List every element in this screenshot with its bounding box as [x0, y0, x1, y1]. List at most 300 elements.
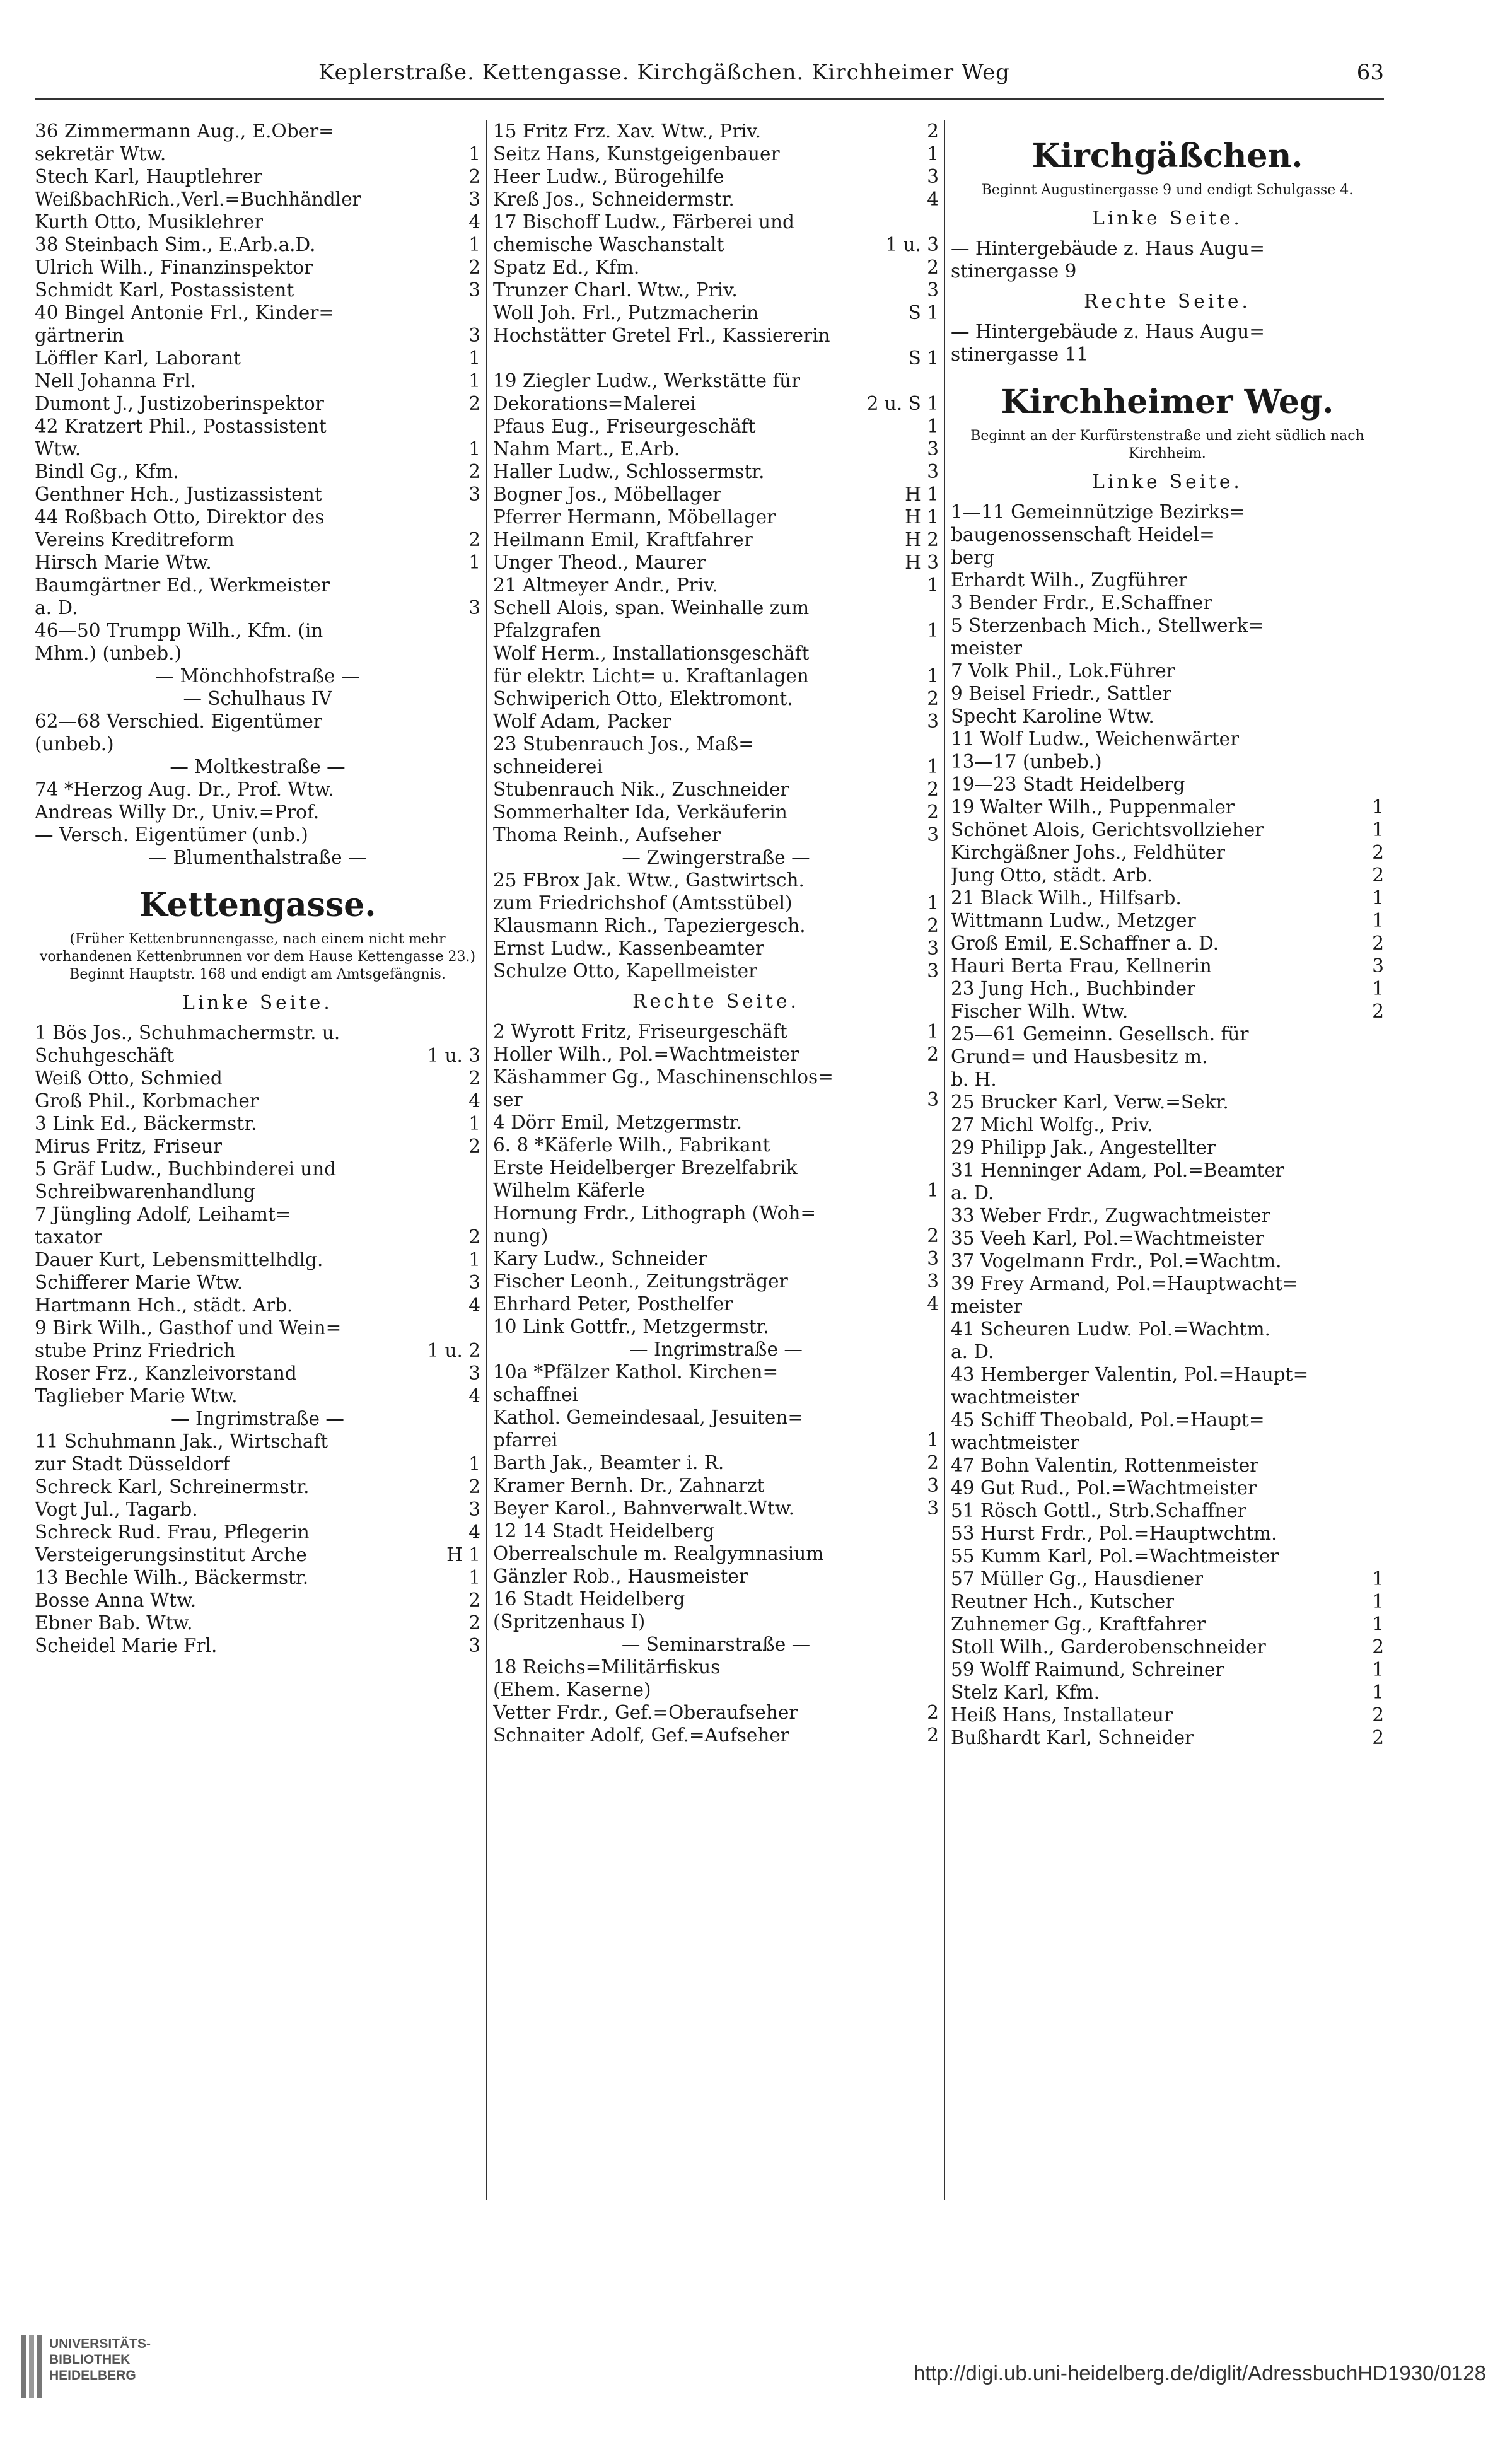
directory-entry-line [951, 705, 1384, 728]
entry-text: — Versch. Eigentümer (unb.) [35, 824, 308, 846]
floor-number: 2 [468, 529, 480, 550]
entry-text: Andreas Willy Dr., Univ.=Prof. [35, 801, 320, 823]
directory-entry-line [951, 501, 1384, 523]
directory-entry-line [35, 1203, 480, 1226]
directory-entry-line [951, 591, 1384, 614]
floor-number: 3 [468, 325, 480, 346]
floor-number: 1 [1372, 1613, 1384, 1635]
entry-text: Stoll Wilh., Garderobenschneider [951, 1636, 1266, 1658]
entry-text: Bindl Gg., Kfm. [35, 461, 179, 482]
directory-entry-line [951, 1726, 1384, 1749]
directory-entry-line [493, 1066, 939, 1088]
street-note: (Früher Kettenbrunnengasse, nach einem nicht mehr vorhandenen Kettenbrunnen vor dem Hause Kettengasse 23.) Beginnt Hauptstr. 168 und endigt am Amtsgefängnis. [39, 931, 476, 982]
directory-entry-line [493, 165, 939, 188]
entry-text: Mhm.) (unbeb.) [35, 642, 182, 664]
directory-entry-line [35, 1339, 480, 1362]
entry-text: baugenossenschaft Heidel= [951, 524, 1215, 545]
floor-number [477, 1316, 480, 1339]
entry-text: Weiß Otto, Schmied [35, 1067, 223, 1089]
entry-text: 13 Bechle Wilh., Bäckermstr. [35, 1567, 309, 1588]
entry-text: Wilhelm Käferle [493, 1180, 645, 1201]
floor-number: 3 [927, 1248, 939, 1269]
cross-street-separator: — Blumenthalstraße — [148, 847, 367, 868]
entry-text: 11 Wolf Ludw., Weichenwärter [951, 728, 1240, 750]
directory-entry-line [493, 369, 939, 392]
entry-text: (unbeb.) [35, 733, 114, 755]
directory-entry-line [35, 823, 480, 846]
floor-number: 2 [1372, 1636, 1384, 1658]
directory-entry-line [493, 574, 939, 596]
entry-text: stinergasse 9 [951, 260, 1077, 282]
entry-text: wachtmeister [951, 1386, 1079, 1408]
floor-number: 3 [468, 1635, 480, 1656]
entry-text: Erste Heidelberger Brezelfabrik [493, 1157, 798, 1178]
directory-entry-line [951, 1250, 1384, 1272]
floor-number: 2 u. S 1 [866, 393, 939, 414]
entry-text: nung) [493, 1225, 549, 1247]
floor-number: 3 [468, 597, 480, 619]
directory-entry-line [951, 1681, 1384, 1704]
entry-text: Specht Karoline Wtw. [951, 706, 1154, 727]
entry-text: 15 Fritz Frz. Xav. Wtw., Priv. [493, 120, 762, 142]
floor-number: 1 [1372, 796, 1384, 818]
entry-text: 6. 8 *Käferle Wilh., Fabrikant [493, 1134, 770, 1156]
directory-entry-line [493, 120, 939, 142]
floor-number: 4 [927, 189, 939, 210]
entry-text: Pfalzgrafen [493, 620, 601, 641]
floor-number: 2 [1372, 1727, 1384, 1748]
directory-entry-line [951, 1182, 1384, 1204]
floor-number [1380, 1477, 1384, 1499]
entry-text: Thoma Reinh., Aufseher [493, 824, 721, 846]
entry-text: — Hintergebäude z. Haus Augu= [951, 238, 1265, 259]
floor-number: 3 [927, 166, 939, 187]
directory-entry-line [951, 932, 1384, 955]
column-divider [486, 120, 487, 2200]
directory-entry-line [35, 392, 480, 415]
floor-number: 2 [1372, 1704, 1384, 1726]
entry-text: 33 Weber Frdr., Zugwachtmeister [951, 1205, 1270, 1226]
entry-text: Ernst Ludw., Kassenbeamter [493, 938, 765, 959]
entry-text: 35 Veeh Karl, Pol.=Wachtmeister [951, 1228, 1264, 1249]
entry-text: Schell Alois, span. Weinhalle zum [493, 597, 810, 619]
floor-number: 1 [1372, 1659, 1384, 1680]
directory-entry-line [493, 1293, 939, 1315]
entry-text: Ehrhard Peter, Posthelfer [493, 1293, 733, 1315]
floor-number: 1 [927, 1180, 939, 1201]
directory-entry-line [493, 1451, 939, 1474]
floor-number [477, 642, 480, 665]
directory-entry-line [951, 728, 1384, 750]
entry-text: 2 Wyrott Fritz, Friseurgeschäft [493, 1021, 787, 1042]
entry-text: 49 Gut Rud., Pol.=Wachtmeister [951, 1477, 1257, 1499]
entry-text: 16 Stadt Heidelberg [493, 1588, 685, 1610]
floor-number [477, 415, 480, 438]
entry-text: 39 Frey Armand, Pol.=Hauptwacht= [951, 1273, 1298, 1294]
floor-number [477, 619, 480, 642]
floor-number [477, 1430, 480, 1453]
directory-entry-line [35, 165, 480, 188]
directory-entry-line [35, 1589, 480, 1612]
directory-entry-line [35, 1475, 480, 1498]
entry-text: Schnaiter Adolf, Gef.=Aufseher [493, 1724, 789, 1746]
floor-number [935, 1542, 939, 1565]
entry-text: Bogner Jos., Möbellager [493, 484, 722, 505]
entry-text: sekretär Wtw. [35, 143, 166, 165]
directory-entry-line [35, 324, 480, 347]
entry-text: 41 Scheuren Ludw. Pol.=Wachtm. [951, 1318, 1271, 1340]
floor-number: 1 [927, 416, 939, 437]
entry-text: Wittmann Ludw., Metzger [951, 910, 1196, 931]
directory-entry-line [951, 1363, 1384, 1386]
entry-text: 10a *Pfälzer Kathol. Kirchen= [493, 1361, 779, 1383]
floor-number [1380, 1340, 1384, 1363]
floor-number: 2 [927, 779, 939, 800]
directory-entry-line [951, 955, 1384, 977]
entry-text: Hartmann Hch., städt. Arb. [35, 1294, 293, 1316]
directory-entry-line [35, 1430, 480, 1453]
directory-entry-line [493, 1111, 939, 1134]
directory-entry-line [493, 778, 939, 801]
floor-number: 3 [468, 484, 480, 505]
floor-number: 4 [468, 211, 480, 233]
entry-text: Genthner Hch., Justizassistent [35, 484, 322, 505]
directory-entry-line [493, 415, 939, 438]
entry-text: Oberrealschule m. Realgymnasium [493, 1543, 824, 1564]
floor-number: 1 [1372, 978, 1384, 999]
entry-text: 44 Roßbach Otto, Direktor des [35, 506, 325, 528]
floor-number [935, 733, 939, 755]
directory-entry-line [951, 1000, 1384, 1023]
cross-street-separator: — Ingrimstraße — [629, 1339, 803, 1360]
floor-number [1380, 1068, 1384, 1091]
entry-text: 59 Wolff Raimund, Schreiner [951, 1659, 1224, 1680]
directory-entry-line [493, 1179, 939, 1202]
floor-number: 2 [927, 915, 939, 936]
floor-number: 3 [927, 1270, 939, 1292]
floor-number: 3 [468, 189, 480, 210]
entry-text: Woll Joh. Frl., Putzmacherin [493, 302, 759, 323]
directory-entry-line [951, 1567, 1384, 1590]
column-2 [493, 120, 939, 2200]
floor-number: 3 [1372, 955, 1384, 977]
side-heading: Linke Seite. [1092, 471, 1243, 492]
directory-entry-line [493, 619, 939, 642]
entry-text: Wolf Herm., Installationsgeschäft [493, 642, 810, 664]
floor-number: 2 [927, 1225, 939, 1247]
entry-text: 47 Bohn Valentin, Rottenmeister [951, 1455, 1259, 1476]
library-name [49, 2336, 151, 2383]
floor-number [1380, 237, 1384, 260]
directory-entry-line [493, 528, 939, 551]
floor-number [1380, 523, 1384, 546]
entry-text: Schuhgeschäft [35, 1045, 175, 1066]
floor-number [935, 1565, 939, 1588]
floor-number: 3 [927, 461, 939, 482]
directory-entry-line [493, 1247, 939, 1270]
entry-text: Nahm Mart., E.Arb. [493, 438, 680, 460]
entry-text: Barth Jak., Beamter i. R. [493, 1452, 724, 1473]
entry-text: Baumgärtner Ed., Werkmeister [35, 574, 330, 596]
floor-number: 2 [468, 1226, 480, 1248]
column-1 [35, 120, 480, 2200]
floor-number: 3 [927, 960, 939, 982]
directory-entry-line [951, 1091, 1384, 1113]
cross-street-separator: — Zwingerstraße — [622, 847, 810, 868]
directory-entry-line [951, 977, 1384, 1000]
floor-number [1380, 1454, 1384, 1477]
directory-entry-line [951, 1545, 1384, 1567]
floor-number: 1 [468, 552, 480, 573]
column-divider [944, 120, 945, 2200]
floor-number: 1 [927, 620, 939, 641]
floor-number [1380, 1136, 1384, 1159]
floor-number: 2 [927, 1452, 939, 1473]
entry-text: Beyer Karol., Bahnverwalt.Wtw. [493, 1497, 795, 1519]
floor-number: 1 [468, 438, 480, 460]
directory-entry-line [35, 1044, 480, 1067]
directory-entry-line [493, 438, 939, 460]
directory-entry-line [951, 1386, 1384, 1409]
floor-number: 1 [1372, 887, 1384, 909]
entry-text: Heer Ludw., Bürogehilfe [493, 166, 724, 187]
entry-text: 45 Schiff Theobald, Pol.=Haupt= [951, 1409, 1265, 1431]
entry-text: (Spritzenhaus I) [493, 1611, 646, 1632]
entry-text: 38 Steinbach Sim., E.Arb.a.D. [35, 234, 316, 255]
directory-entry-line [951, 523, 1384, 546]
entry-text: 23 Jung Hch., Buchbinder [951, 978, 1196, 999]
directory-entry-line [493, 483, 939, 506]
cross-street-separator: — Mönchhofstraße — [155, 665, 360, 687]
floor-number [477, 1180, 480, 1203]
directory-entry-line [493, 279, 939, 301]
floor-number [1380, 1182, 1384, 1204]
floor-number [935, 1656, 939, 1678]
street-heading: Kettengasse. [139, 886, 376, 924]
floor-number: 3 [927, 279, 939, 301]
floor-number: 4 [468, 1521, 480, 1543]
source-url[interactable]: http://digi.ub.uni-heidelberg.de/diglit/AdressbuchHD1930/0128 [913, 2361, 1486, 2385]
floor-number: 2 [927, 1702, 939, 1723]
directory-entry-line [35, 233, 480, 256]
entry-text: berg [951, 547, 995, 568]
entry-text: 25 Brucker Karl, Verw.=Sekr. [951, 1091, 1229, 1113]
directory-entry-line [951, 682, 1384, 705]
entry-text: 23 Stubenrauch Jos., Maß= [493, 733, 754, 755]
entry-text: 17 Bischoff Ludw., Färberei und [493, 211, 794, 233]
entry-text: Roser Frz., Kanzleivorstand [35, 1363, 297, 1384]
entry-text: 36 Zimmermann Aug., E.Ober= [35, 120, 334, 142]
floor-number [1380, 728, 1384, 750]
directory-entry-line [951, 614, 1384, 637]
directory-entry-line [493, 1497, 939, 1520]
floor-number [477, 1203, 480, 1226]
directory-entry-line [951, 343, 1384, 366]
directory-entry-line [951, 1658, 1384, 1681]
floor-number [935, 596, 939, 619]
entry-text: Groß Emil, E.Schaffner a. D. [951, 933, 1219, 954]
floor-number: H 1 [905, 484, 939, 505]
entry-text: pfarrei [493, 1429, 558, 1451]
floor-number: 2 [468, 1589, 480, 1611]
entry-text: Heilmann Emil, Kraftfahrer [493, 529, 753, 550]
entry-text: Hochstätter Gretel Frl., Kassiererin [493, 325, 830, 346]
directory-entry-line [493, 1156, 939, 1179]
floor-number: 1 [468, 1249, 480, 1270]
entry-text: Löffler Karl, Laborant [35, 347, 241, 369]
floor-number: 3 [468, 1363, 480, 1384]
page-number: 63 [1356, 60, 1384, 85]
floor-number [1380, 682, 1384, 705]
floor-number [477, 823, 480, 846]
directory-entry-line [951, 260, 1384, 282]
street-note: Beginnt an der Kurfürstenstraße und zieht südlich nach Kirchheim. [970, 428, 1364, 462]
floor-number [935, 1610, 939, 1633]
floor-number [1380, 320, 1384, 343]
floor-number [477, 801, 480, 823]
directory-entry-line [35, 1498, 480, 1521]
entry-text: 7 Volk Phil., Lok.Führer [951, 660, 1175, 682]
floor-number [935, 369, 939, 392]
directory-entry-line [493, 1429, 939, 1451]
floor-number: 2 [927, 120, 939, 142]
page-header [35, 54, 1384, 98]
entry-text: 74 *Herzog Aug. Dr., Prof. Wtw. [35, 779, 334, 800]
floor-number: H 1 [446, 1544, 480, 1566]
floor-number: 1 [468, 1113, 480, 1134]
directory-entry-line [35, 551, 480, 574]
floor-number [1380, 1045, 1384, 1068]
floor-number [1380, 260, 1384, 282]
directory-entry-line [35, 1543, 480, 1566]
directory-entry-line [493, 142, 939, 165]
entry-text: — Hintergebäude z. Haus Augu= [951, 321, 1265, 342]
entry-text: 42 Kratzert Phil., Postassistent [35, 416, 327, 437]
directory-entry-line [35, 1090, 480, 1112]
entry-text: a. D. [951, 1182, 994, 1204]
directory-entry-line [493, 1678, 939, 1701]
directory-entry-line [493, 551, 939, 574]
entry-text: WeißbachRich.,Verl.=Buchhändler [35, 189, 361, 210]
entry-text: Seitz Hans, Kunstgeigenbauer [493, 143, 780, 165]
entry-text: 9 Birk Wilh., Gasthof und Wein= [35, 1317, 342, 1339]
entry-text: 25—61 Gemeinn. Gesellsch. für [951, 1023, 1249, 1045]
library-name-line: BIBLIOTHEK [49, 2352, 131, 2367]
entry-text: Klausmann Rich., Tapeziergesch. [493, 915, 806, 936]
entry-text: Schulze Otto, Kapellmeister [493, 960, 758, 982]
floor-number [1380, 569, 1384, 591]
floor-number: 2 [1372, 842, 1384, 863]
floor-number: 2 [468, 1476, 480, 1497]
entry-text: 53 Hurst Frdr., Pol.=Hauptwchtm. [951, 1523, 1277, 1544]
header-titles: Keplerstraße. Kettengasse. Kirchgäßchen. Kirchheimer Weg [318, 60, 1010, 85]
entry-text: stube Prinz Friedrich [35, 1340, 236, 1361]
floor-number: 1 [927, 756, 939, 777]
directory-entry-line [35, 710, 480, 733]
entry-text: schneiderei [493, 756, 603, 777]
directory-entry-line [35, 1294, 480, 1316]
entry-text: 1—11 Gemeinnützige Bezirks= [951, 501, 1245, 523]
entry-text: Haller Ludw., Schlossermstr. [493, 461, 765, 482]
entry-text: 57 Müller Gg., Hausdiener [951, 1568, 1204, 1589]
directory-entry-line [951, 1340, 1384, 1363]
directory-entry-line [493, 960, 939, 982]
floor-number [935, 1066, 939, 1088]
directory-entry-line [493, 392, 939, 415]
floor-number [1380, 1159, 1384, 1182]
directory-entry-line [35, 211, 480, 233]
directory-entry-line [35, 369, 480, 392]
directory-entry-line [951, 1136, 1384, 1159]
floor-number: 4 [468, 1090, 480, 1112]
floor-number [477, 301, 480, 324]
floor-number: 1 [927, 143, 939, 165]
entry-text: 40 Bingel Antonie Frl., Kinder= [35, 302, 335, 323]
entry-text: Kirchgäßner Johs., Feldhüter [951, 842, 1226, 863]
entry-text: b. H. [951, 1069, 997, 1090]
floor-number: 4 [468, 1294, 480, 1316]
entry-text: meister [951, 637, 1023, 659]
directory-entry-line [493, 1361, 939, 1383]
entry-text: Stech Karl, Hauptlehrer [35, 166, 262, 187]
floor-number: 2 [927, 801, 939, 823]
directory-entry-line [951, 637, 1384, 660]
floor-number: H 3 [905, 552, 939, 573]
floor-number [935, 1678, 939, 1701]
floor-number: H 2 [905, 529, 939, 550]
floor-number: 2 [1372, 933, 1384, 954]
entry-text: Dumont J., Justizoberinspektor [35, 393, 324, 414]
directory-entry-line [951, 864, 1384, 886]
directory-entry-line [35, 801, 480, 823]
floor-number [477, 1158, 480, 1180]
floor-number [477, 1021, 480, 1044]
directory-entry-line [493, 301, 939, 324]
floor-number: 2 [927, 257, 939, 278]
floor-number [935, 1588, 939, 1610]
entry-text: Stelz Karl, Kfm. [951, 1682, 1100, 1703]
directory-entry-line [35, 1453, 480, 1475]
floor-number: 2 [468, 393, 480, 414]
directory-entry-line [951, 320, 1384, 343]
directory-entry-line [493, 1088, 939, 1111]
directory-entry-line [493, 1383, 939, 1406]
floor-number: H 1 [905, 506, 939, 528]
directory-entry-line [951, 773, 1384, 796]
side-heading: Rechte Seite. [632, 991, 799, 1012]
floor-number [477, 506, 480, 528]
entry-text: 25 FBrox Jak. Wtw., Gastwirtsch. [493, 869, 805, 891]
floor-number [1380, 1295, 1384, 1318]
directory-entry-line [951, 1704, 1384, 1726]
directory-entry-line [35, 1362, 480, 1385]
directory-entry-line [951, 1113, 1384, 1136]
directory-entry-line [493, 801, 939, 823]
directory-entry-line [35, 1135, 480, 1158]
entry-text: Trunzer Charl. Wtw., Priv. [493, 279, 738, 301]
floor-number [1380, 1272, 1384, 1295]
entry-text: Wolf Adam, Packer [493, 711, 671, 732]
floor-number: S 1 [908, 347, 939, 369]
floor-number: 2 [468, 1136, 480, 1157]
floor-number: 3 [927, 1475, 939, 1496]
floor-number [1380, 1499, 1384, 1522]
entry-text: Käshammer Gg., Maschinenschlos= [493, 1066, 834, 1088]
floor-number [935, 1111, 939, 1134]
entry-text: Schmidt Karl, Postassistent [35, 279, 294, 301]
side-heading: Linke Seite. [182, 992, 333, 1013]
directory-entry-line [493, 1520, 939, 1542]
